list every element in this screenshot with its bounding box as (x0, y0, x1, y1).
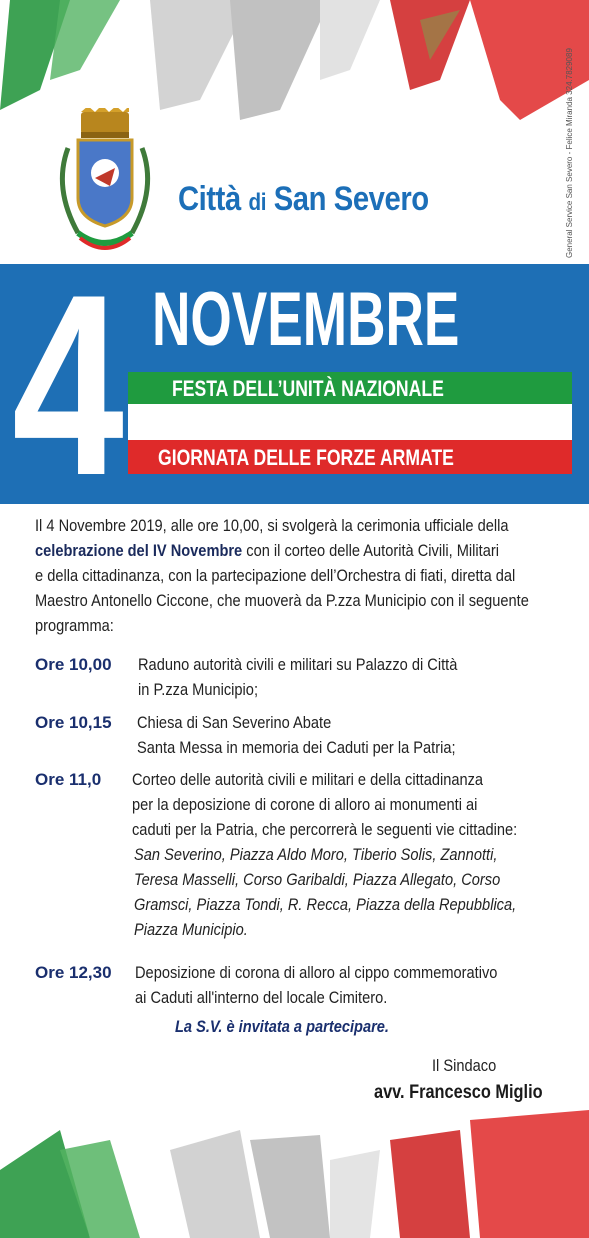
intro-line-5: programma: (35, 616, 114, 635)
program-time-4: Ore 12,30 (35, 963, 112, 982)
festa-unita-label: FESTA DELL’UNITÀ NAZIONALE (172, 376, 444, 401)
street-list-1: San Severino, Piazza Aldo Moro, Tiberio Solis, Zannotti, (134, 845, 498, 864)
program-desc-4a: Deposizione di corona di alloro al cippo commemorativo (135, 963, 498, 982)
day-number: 4 (12, 240, 124, 529)
program-desc-3b: per la deposizione di corone di alloro ai monumenti ai (132, 795, 478, 814)
intro-line-1: Il 4 Novembre 2019, alle ore 10,00, si svolgerà la cerimonia ufficiale della (35, 516, 509, 535)
printer-credit: General Service San Severo - Felice Miranda 324.7829089 (565, 48, 574, 258)
intro-line-2-rest: con il corteo delle Autorità Civili, Militari (242, 541, 499, 560)
program-time-3: Ore 11,0 (35, 770, 102, 789)
street-list-4: Piazza Municipio. (134, 920, 248, 939)
program-desc-2a: Chiesa di San Severino Abate (137, 713, 332, 732)
tricolore-bottom-decoration (0, 1110, 589, 1238)
program-time-2: Ore 10,15 (35, 713, 112, 732)
month-title: NOVEMBRE (152, 277, 460, 362)
intro-paragraph (35, 513, 555, 638)
intro-line-2 (35, 538, 560, 563)
city-name: San Severo (273, 180, 429, 218)
program-desc-1a: Raduno autorità civili e militari su Palazzo di Città (138, 655, 458, 674)
signature-role: Il Sindaco (432, 1056, 497, 1075)
program-time-1: Ore 10,00 (35, 655, 112, 674)
program-desc-3a: Corteo delle autorità civili e militari e della cittadinanza (132, 770, 484, 789)
signature-name: avv. Francesco Miglio (374, 1082, 543, 1103)
street-list-2: Teresa Masselli, Corso Garibaldi, Piazza Allegato, Corso (134, 870, 501, 889)
intro-line-4: Maestro Antonello Ciccone, che muoverà da P.zza Municipio con il seguente (35, 591, 529, 610)
program-desc-3c: caduti per la Patria, che percorrerà le seguenti vie cittadine: (132, 820, 518, 839)
intro-bold: celebrazione del IV Novembre (35, 541, 243, 560)
street-list-3: Gramsci, Piazza Tondi, R. Recca, Piazza della Repubblica, (134, 895, 517, 914)
city-title (178, 180, 429, 219)
city-di: di (248, 189, 267, 216)
white-stripe (128, 404, 572, 440)
program-desc-2b: Santa Messa in memoria dei Caduti per la Patria; (137, 738, 456, 757)
program-desc-4b: ai Caduti all'interno del locale Cimitero. (135, 988, 388, 1007)
city-prefix: Città (178, 180, 241, 218)
intro-line-3: e della cittadinanza, con la partecipazione dell’Orchestra di fiati, diretta dal (35, 566, 516, 585)
forze-armate-label: GIORNATA DELLE FORZE ARMATE (158, 445, 454, 470)
invitation-line: La S.V. è invitata a partecipare. (175, 1017, 389, 1036)
program-desc-1b: in P.zza Municipio; (138, 680, 259, 699)
